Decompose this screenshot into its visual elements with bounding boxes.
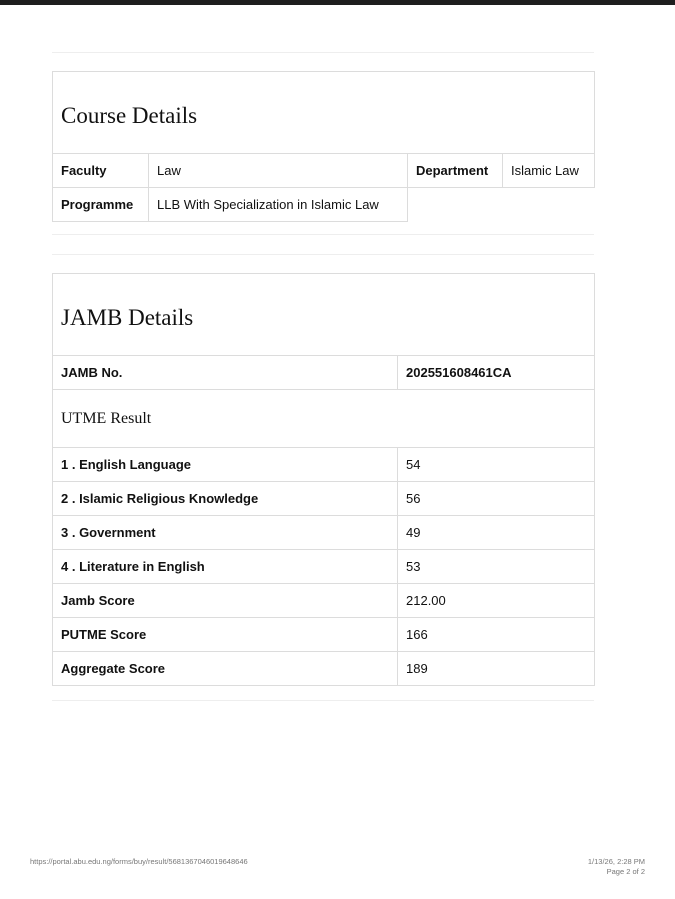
table-row bbox=[53, 448, 595, 482]
row-label: 2 . Islamic Religious Knowledge bbox=[53, 482, 398, 516]
divider bbox=[52, 254, 594, 255]
row-label: PUTME Score bbox=[53, 618, 398, 652]
table-row bbox=[53, 652, 595, 686]
table-row bbox=[53, 618, 595, 652]
jamb-details-title: JAMB Details bbox=[53, 274, 595, 356]
programme-label: Programme bbox=[53, 188, 149, 222]
utme-result-title: UTME Result bbox=[53, 390, 595, 448]
row-label: Aggregate Score bbox=[53, 652, 398, 686]
row-value: 56 bbox=[398, 482, 595, 516]
programme-value: LLB With Specialization in Islamic Law bbox=[149, 188, 408, 222]
jamb-no-label: JAMB No. bbox=[53, 356, 398, 390]
row-label: 3 . Government bbox=[53, 516, 398, 550]
row-value: 189 bbox=[398, 652, 595, 686]
row-label: Jamb Score bbox=[53, 584, 398, 618]
row-label: 1 . English Language bbox=[53, 448, 398, 482]
table-row bbox=[53, 584, 595, 618]
jamb-details-table bbox=[52, 273, 595, 686]
faculty-label: Faculty bbox=[53, 154, 149, 188]
table-row bbox=[53, 482, 595, 516]
empty-cell bbox=[408, 188, 595, 222]
row-label: 4 . Literature in English bbox=[53, 550, 398, 584]
top-bar bbox=[0, 0, 675, 5]
row-value: 53 bbox=[398, 550, 595, 584]
divider bbox=[52, 700, 594, 701]
faculty-value: Law bbox=[149, 154, 408, 188]
divider bbox=[52, 52, 594, 53]
jamb-no-value: 202551608461CA bbox=[398, 356, 595, 390]
table-row bbox=[53, 516, 595, 550]
table-row bbox=[53, 550, 595, 584]
department-value: Islamic Law bbox=[503, 154, 595, 188]
course-details-title: Course Details bbox=[53, 72, 595, 154]
department-label: Department bbox=[408, 154, 503, 188]
course-details-table bbox=[52, 71, 595, 222]
footer-datetime: 1/13/26, 2:28 PM bbox=[587, 857, 645, 866]
row-value: 54 bbox=[398, 448, 595, 482]
divider bbox=[52, 234, 594, 235]
row-value: 212.00 bbox=[398, 584, 595, 618]
footer-page-number: Page 2 of 2 bbox=[606, 867, 645, 876]
footer-url[interactable]: https://portal.abu.edu.ng/forms/buy/result/5681367046019648646 bbox=[30, 857, 248, 866]
row-value: 166 bbox=[398, 618, 595, 652]
row-value: 49 bbox=[398, 516, 595, 550]
